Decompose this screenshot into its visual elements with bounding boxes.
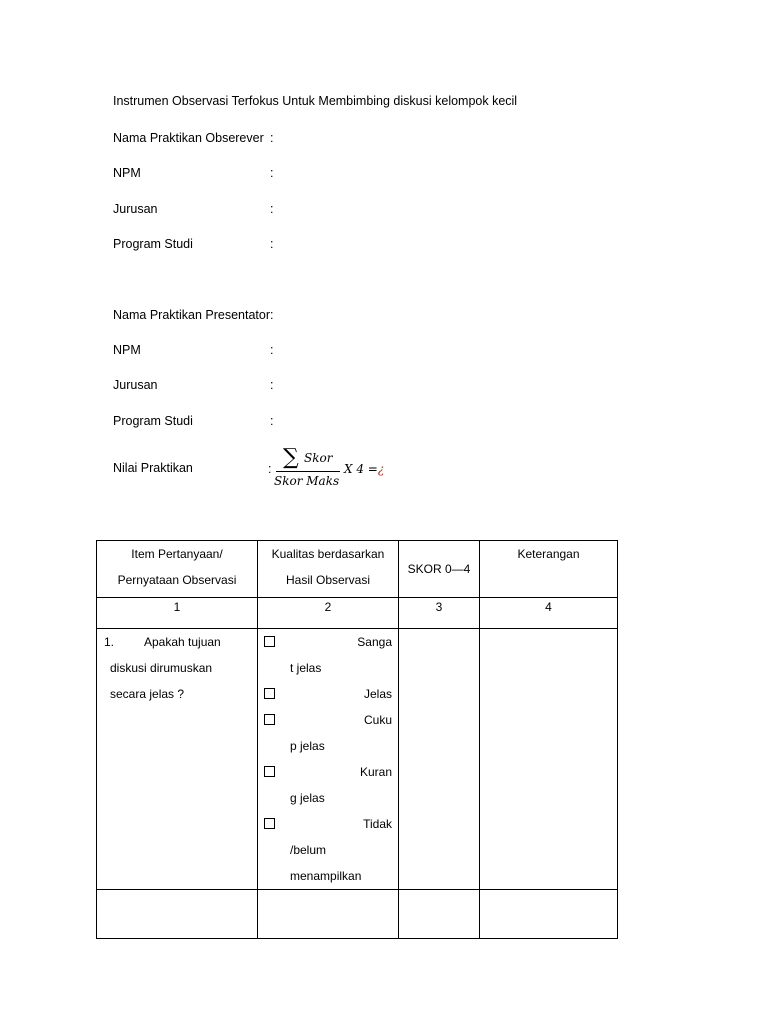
option-text-cont: /belum	[290, 843, 327, 857]
formula-result: ¿	[377, 462, 385, 476]
fraction-bar	[276, 471, 340, 472]
header-kualitas	[258, 541, 399, 598]
table-row	[97, 890, 618, 939]
column-number-4-text: 4	[545, 600, 552, 614]
header-keterangan-text: Keterangan	[517, 547, 580, 561]
checkbox-icon[interactable]	[264, 766, 275, 777]
presenter-name-label: Nama Praktikan Presentator:	[113, 308, 274, 322]
option-text: Kuran	[359, 765, 392, 779]
column-number-1-text: 1	[173, 600, 181, 614]
question-number: 1.	[104, 635, 115, 649]
observer-jurusan-label: Jurusan	[113, 202, 158, 216]
skor-cell[interactable]	[399, 629, 480, 890]
table-row	[97, 629, 618, 890]
observer-npm-colon: :	[270, 166, 274, 180]
checkbox-icon[interactable]	[264, 688, 275, 699]
column-number-row	[97, 598, 618, 629]
empty-cell[interactable]	[97, 890, 258, 939]
empty-cell[interactable]	[258, 890, 399, 939]
nilai-label: Nilai Praktikan	[113, 461, 193, 475]
header-kualitas-line1: Kualitas berdasarkan	[271, 547, 385, 561]
presenter-prodi-label: Program Studi	[113, 414, 193, 428]
option-text-cont: g jelas	[290, 791, 325, 805]
observation-table	[96, 540, 618, 939]
formula-multiplier-group	[344, 462, 384, 476]
header-skor: SKOR 0—4	[399, 541, 480, 598]
question-text-part1: Apakah tujuan	[144, 635, 221, 649]
option-text-cont2: menampilkan	[290, 869, 362, 883]
formula-denominator: Skor Maks	[274, 474, 340, 488]
presenter-jurusan-colon: :	[270, 378, 274, 392]
observer-name-colon: :	[270, 131, 274, 145]
sum-symbol: ∑	[283, 445, 299, 470]
option-text-cont: p jelas	[290, 739, 325, 753]
observer-prodi-label: Program Studi	[113, 237, 193, 251]
option-text: Jelas	[363, 687, 392, 701]
header-kualitas-line2: Hasil Observasi	[285, 573, 371, 587]
option-text: Cuku	[363, 713, 392, 727]
column-number-2-text: 2	[324, 600, 332, 614]
empty-cell[interactable]	[480, 890, 618, 939]
presenter-npm-colon: :	[270, 343, 274, 357]
observer-prodi-colon: :	[270, 237, 274, 251]
column-number-2	[258, 598, 399, 629]
observer-name-label: Nama Praktikan Obserever	[113, 131, 264, 145]
presenter-prodi-colon: :	[270, 414, 274, 428]
header-keterangan	[480, 541, 618, 598]
option-text-cont: t jelas	[290, 661, 322, 675]
option-cukup-jelas[interactable]	[264, 707, 392, 759]
checkbox-icon[interactable]	[264, 714, 275, 725]
header-item-line1: Item Pertanyaan/	[131, 547, 223, 561]
question-text-part3: secara jelas ?	[110, 687, 185, 701]
empty-cell[interactable]	[399, 890, 480, 939]
option-text: Tidak	[363, 817, 392, 831]
formula-colon: :	[268, 462, 272, 476]
observer-npm-label: NPM	[113, 166, 141, 180]
column-number-3-text: 3	[435, 600, 443, 614]
checkbox-icon[interactable]	[264, 818, 275, 829]
option-tidak-menampilkan[interactable]	[264, 811, 392, 889]
keterangan-cell[interactable]	[480, 629, 618, 890]
option-sangat-jelas[interactable]	[264, 629, 392, 681]
presenter-jurusan-label: Jurusan	[113, 378, 158, 392]
question-text-part2: diskusi dirumuskan	[110, 661, 213, 675]
option-jelas[interactable]	[264, 681, 392, 707]
checkbox-icon[interactable]	[264, 636, 275, 647]
options-cell	[258, 629, 399, 890]
column-number-1	[97, 598, 258, 629]
formula-multiplier: X 4 =	[344, 462, 378, 476]
nilai-formula	[268, 445, 408, 489]
header-item	[97, 541, 258, 598]
column-number-3	[399, 598, 480, 629]
observer-jurusan-colon: :	[270, 202, 274, 216]
header-item-line2: Pernyataan Observasi	[117, 573, 237, 587]
option-text: Sanga	[357, 635, 392, 649]
column-number-4	[480, 598, 618, 629]
option-kurang-jelas[interactable]	[264, 759, 392, 811]
presenter-npm-label: NPM	[113, 343, 141, 357]
document-title: Instrumen Observasi Terfokus Untuk Membimbing diskusi kelompok kecil	[113, 94, 518, 108]
formula-numerator: Skor	[304, 451, 333, 465]
table-header-row	[97, 541, 618, 598]
question-cell	[97, 629, 258, 890]
